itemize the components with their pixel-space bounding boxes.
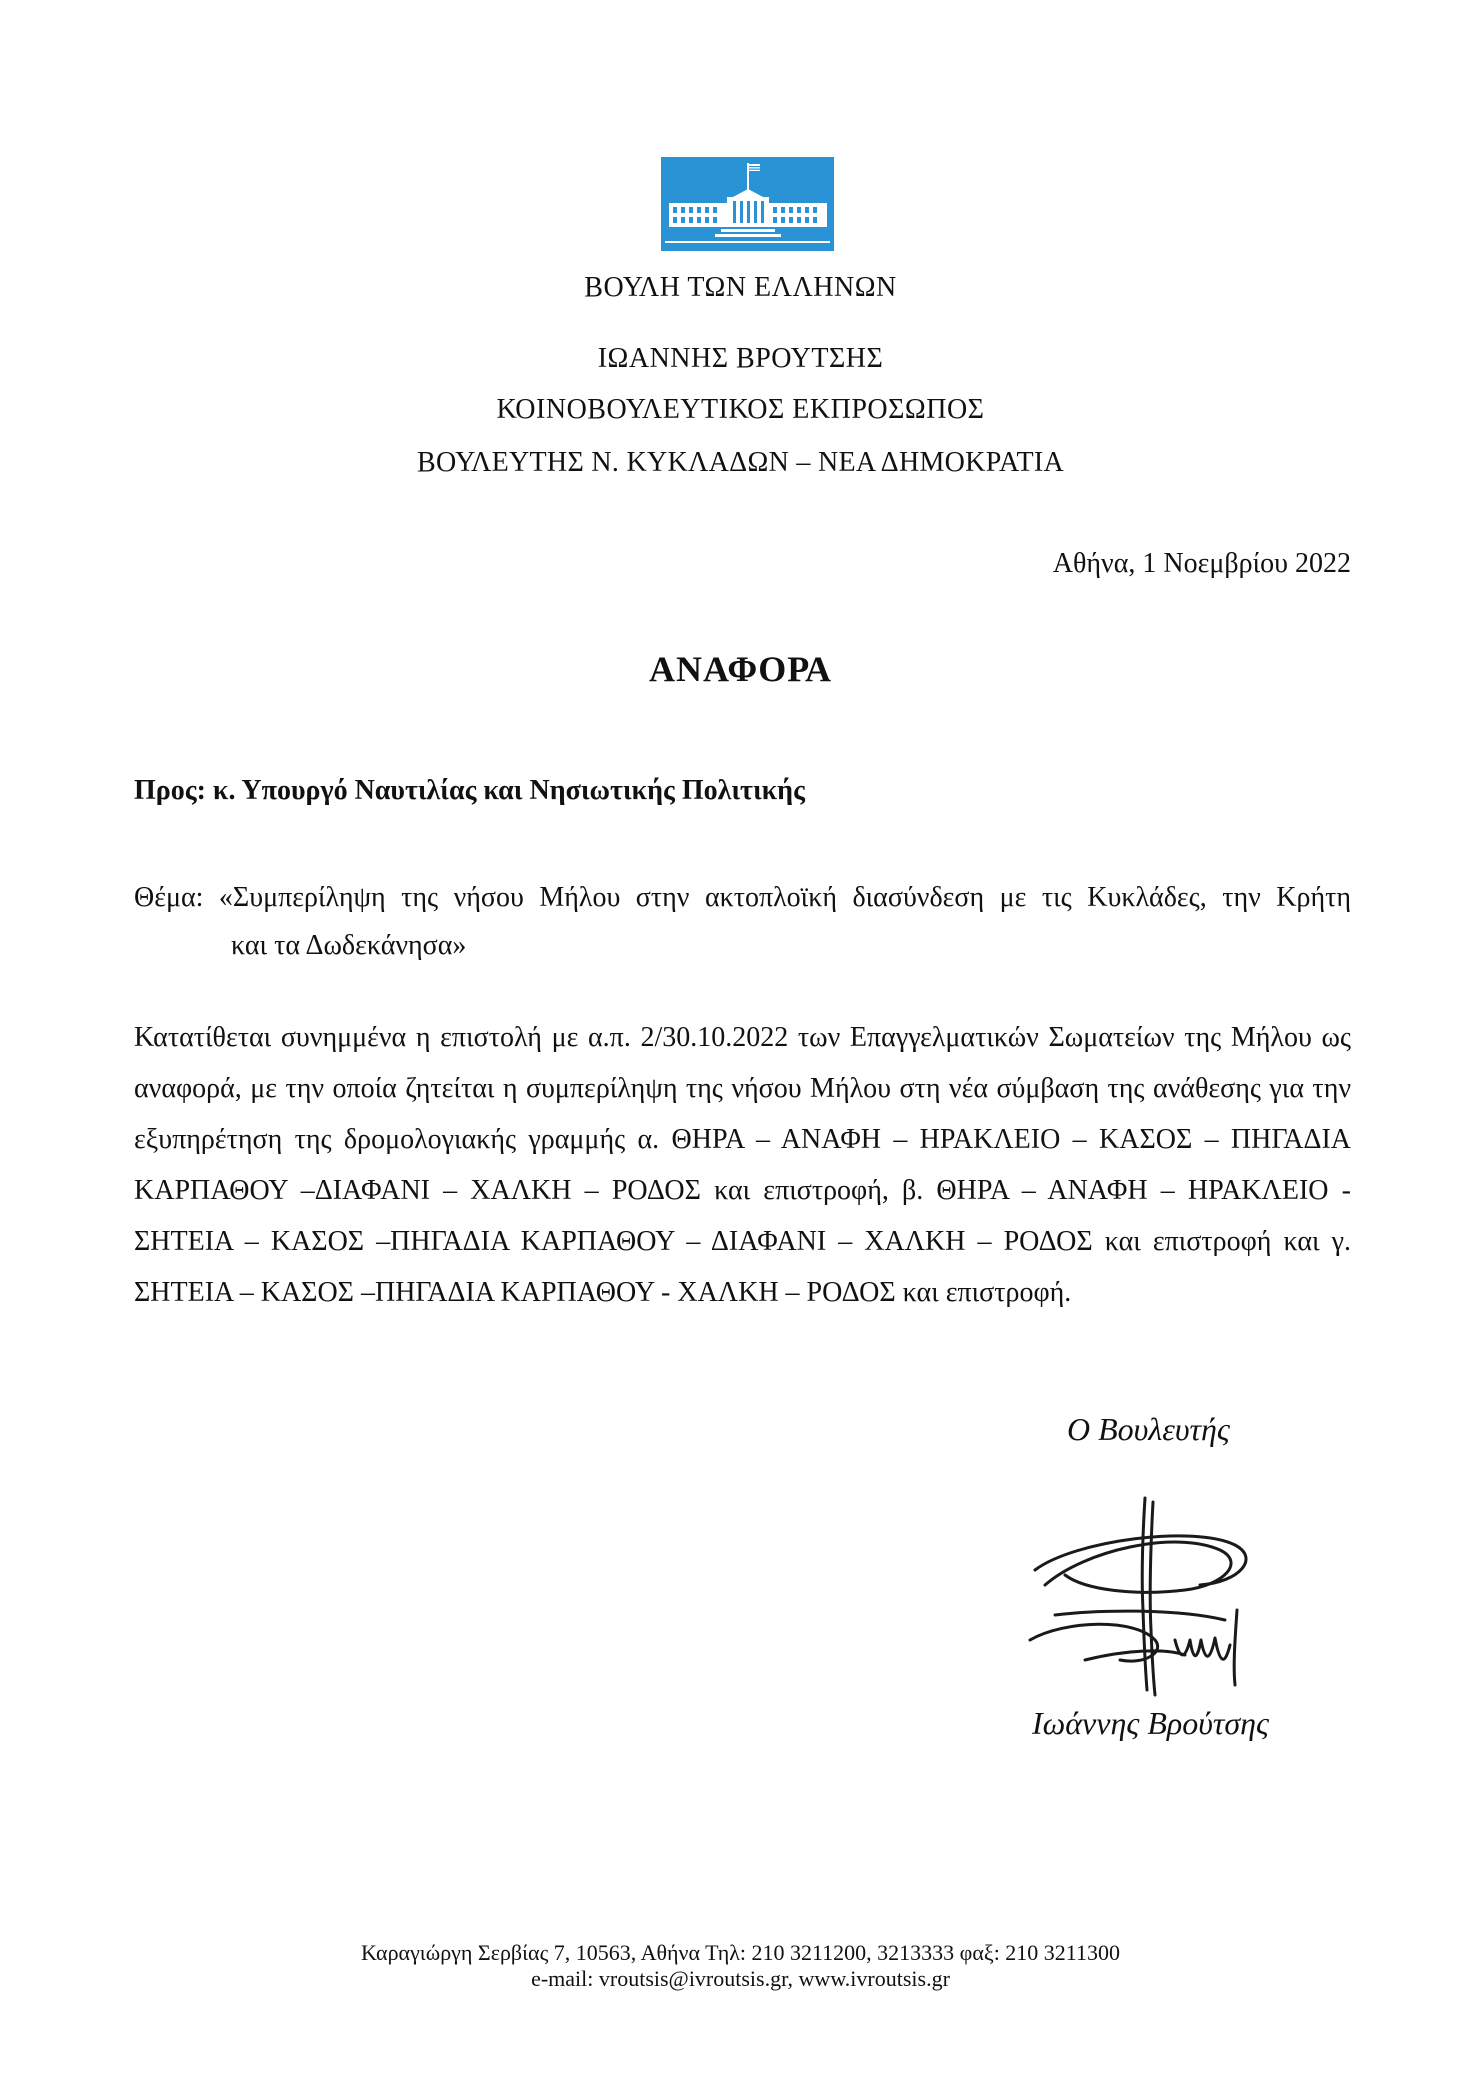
document-title: ΑΝΑΦΟΡΑ [649, 649, 832, 689]
recipient-line: Προς: κ. Υπουργό Ναυτιλίας και Νησιωτικής Πολιτικής [134, 775, 805, 806]
hellenic-parliament-logo-icon [661, 157, 834, 251]
document-date: Αθήνα, 1 Νοεμβρίου 2022 [1052, 548, 1351, 579]
body-paragraph: Κατατίθεται συνημμένα η επιστολή με α.π. 2/30.10.2022 των Επαγγελματικών Σωματείων της Μήλου ως αναφορά, με την οποία ζητείται η συμπερίληψη της νήσου Μήλου στη νέα σύμβαση της ανάθεσης για την εξυπηρέτηση της δρομολογιακής γραμμής α. ΘΗΡΑ – ΑΝΑΦΗ – ΗΡΑΚΛΕΙΟ – ΚΑΣΟΣ – ΠΗΓΑΔΙΑ ΚΑΡΠΑΘΟΥ –ΔΙΑΦΑΝΙ – ΧΑΛΚΗ – ΡΟΔΟΣ και επιστροφή, β. ΘΗΡΑ – ΑΝΑΦΗ – ΗΡΑΚΛΕΙΟ - ΣΗΤΕΙΑ – ΚΑΣΟΣ –ΠΗΓΑΔΙΑ ΚΑΡΠΑΘΟΥ – ΔΙΑΦΑΝΙ – ΧΑΛΚΗ – ΡΟΔΟΣ και επιστροφή και γ. ΣΗΤΕΙΑ – ΚΑΣΟΣ –ΠΗΓΑΔΙΑ ΚΑΡΠΑΘΟΥ - ΧΑΛΚΗ – ΡΟΔΟΣ και επιστροφή. [134, 1022, 1351, 1308]
handwritten-signature-icon [1025, 1490, 1285, 1700]
mp-constituency-heading: ΒΟΥΛΕΥΤΗΣ Ν. ΚΥΚΛΑΔΩΝ – ΝΕΑ ΔΗΜΟΚΡΑΤΙΑ [416, 447, 1065, 478]
subject-line-1: Θέμα: «Συμπερίληψη της νήσου Μήλου στην ακτοπλοϊκή διασύνδεση με τις Κυκλάδες, την Κρήτη [134, 882, 1351, 913]
subject-block [134, 874, 1351, 970]
parliament-heading: ΒΟΥΛΗ ΤΩΝ ΕΛΛΗΝΩΝ [584, 272, 897, 303]
signer-name: Ιωάννης Βρούτσης [1032, 1705, 1269, 1741]
closing-title: Ο Βουλευτής [1067, 1411, 1230, 1447]
footer-address: Καραγιώργη Σερβίας 7, 10563, Αθήνα Τηλ: 210 3211200, 3213333 φαξ: 210 3211300 [360, 1940, 1120, 1965]
subject-line-2: και τα Δωδεκάνησα» [231, 930, 467, 961]
mp-name-heading: ΙΩΑΝΝΗΣ ΒΡΟΥΤΣΗΣ [597, 343, 884, 374]
footer-contact: e-mail: vroutsis@ivroutsis.gr, www.ivroutsis.gr [531, 1966, 950, 1991]
mp-role-heading: ΚΟΙΝΟΒΟΥΛΕΥΤΙΚΟΣ ΕΚΠΡΟΣΩΠΟΣ [496, 394, 985, 425]
